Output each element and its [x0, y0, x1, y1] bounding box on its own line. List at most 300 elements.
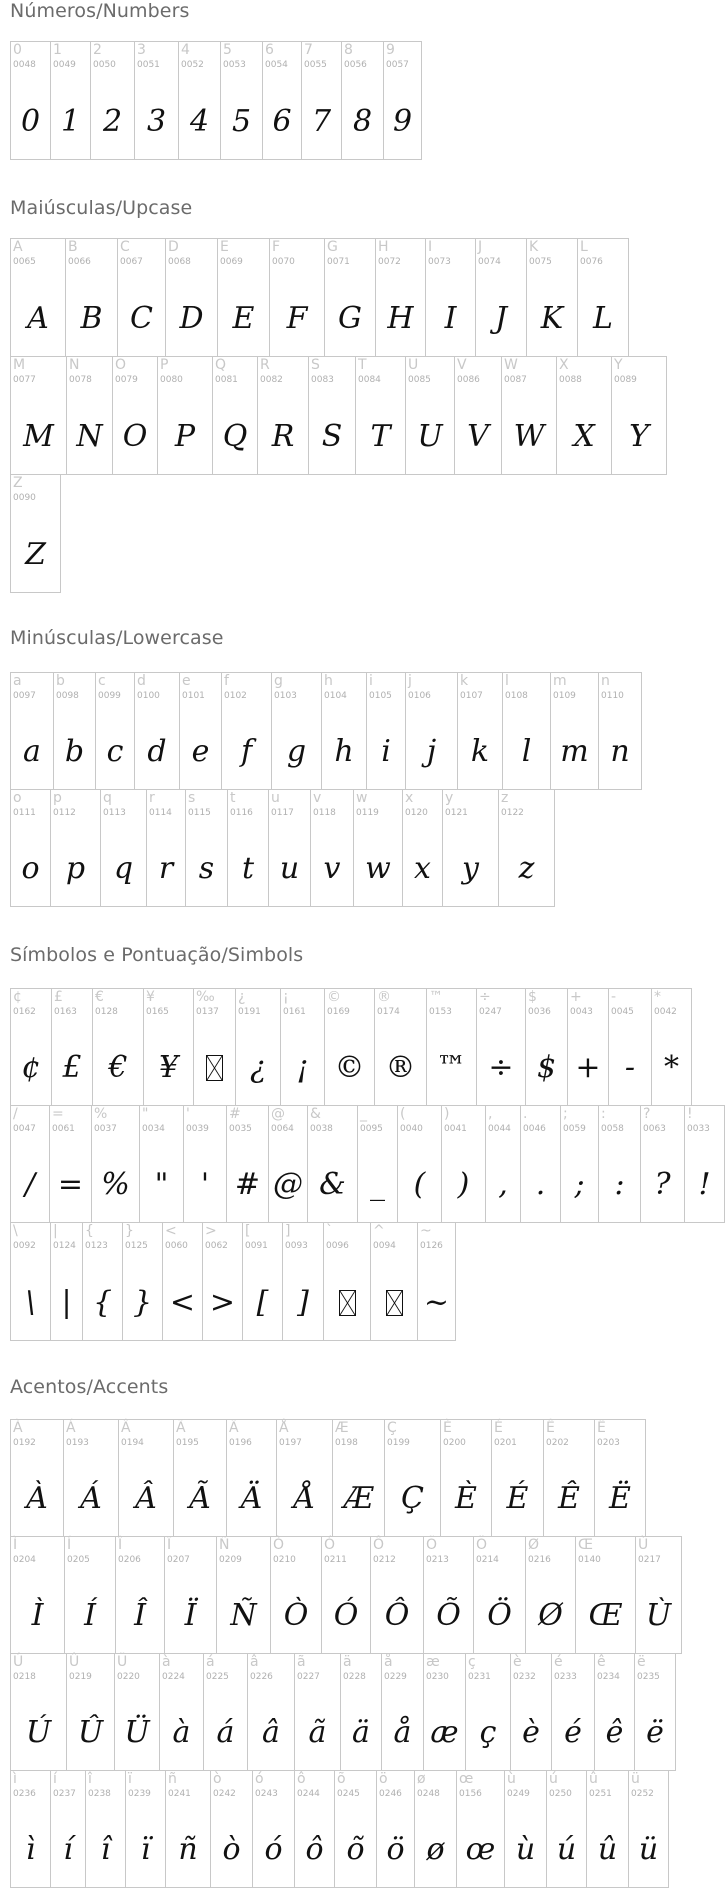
glyph-character-label: 1 — [53, 42, 62, 58]
glyph-cell-0064 — [268, 1105, 308, 1223]
glyph-character-label: Ì — [13, 1537, 18, 1553]
glyph-character-label: I — [428, 239, 433, 255]
glyph-character-label: Õ — [426, 1537, 438, 1553]
glyph-cell-0125 — [122, 1222, 163, 1341]
glyph-cell-0193 — [63, 1419, 119, 1537]
glyph-code-label: 0042 — [654, 1007, 677, 1017]
glyph-sample: ì — [25, 1832, 36, 1867]
glyph-code-label: 0112 — [53, 808, 76, 818]
glyph-character-label: h — [324, 673, 333, 689]
glyph-sample: Ö — [487, 1598, 512, 1633]
glyph-cell-0111 — [10, 789, 51, 907]
glyph-sample: ) — [457, 1167, 470, 1202]
glyph-cell-0055 — [301, 41, 342, 160]
glyph-sample: â — [262, 1715, 280, 1750]
glyph-character-label: L — [580, 239, 588, 255]
glyph-character-label: W — [504, 357, 518, 373]
glyph-cell-0194 — [118, 1419, 174, 1537]
glyph-character-label: X — [559, 357, 569, 373]
glyph-sample: G — [338, 300, 362, 336]
glyph-code-label: 0137 — [196, 1007, 219, 1017]
glyph-character-label: ; — [563, 1106, 568, 1122]
glyph-character-label: Ö — [476, 1537, 488, 1553]
glyph-character-label: 5 — [223, 42, 232, 58]
glyph-character-label: = — [52, 1106, 64, 1122]
glyph-code-label: 0049 — [53, 60, 76, 70]
glyph-sample: Y — [629, 418, 649, 454]
glyph-code-label: 0088 — [559, 375, 582, 385]
glyph-character-label: E — [220, 239, 229, 255]
glyph-character-label: { — [85, 1223, 94, 1239]
glyph-code-label: 0086 — [457, 375, 480, 385]
glyph-character-label: / — [13, 1106, 18, 1122]
glyph-character-label: 6 — [265, 42, 274, 58]
glyph-sample: w — [365, 851, 391, 886]
glyph-character-label: % — [94, 1106, 108, 1122]
glyph-sample: c — [106, 734, 124, 769]
glyph-cell-0044 — [485, 1105, 521, 1223]
glyph-sample: Æ — [343, 1481, 374, 1516]
glyph-code-label: 0249 — [507, 1789, 530, 1799]
glyph-sample: ü — [638, 1832, 659, 1867]
glyph-code-label: 0251 — [589, 1789, 612, 1799]
glyph-code-label: 0079 — [115, 375, 138, 385]
glyph-code-label: 0246 — [379, 1789, 402, 1799]
glyph-character-label: å — [384, 1654, 393, 1670]
glyph-sample: 2 — [102, 103, 123, 139]
glyph-code-label: 0083 — [311, 375, 334, 385]
glyph-cell-0075 — [526, 238, 578, 357]
glyph-character-label: q — [103, 790, 112, 806]
glyph-sample: p — [65, 851, 86, 886]
glyph-cell-0089 — [611, 356, 667, 475]
glyph-sample: Ó — [333, 1598, 359, 1633]
glyph-cell-0112 — [50, 789, 101, 907]
glyph-character-label: ò — [213, 1771, 222, 1787]
glyph-cell-0096 — [323, 1222, 371, 1341]
glyph-character-label: _ — [360, 1106, 367, 1122]
glyph-character-label: Ó — [324, 1537, 336, 1553]
glyph-sample: Z — [25, 536, 46, 572]
glyph-sample: © — [334, 1050, 365, 1085]
glyph-sample: £ — [62, 1050, 82, 1085]
glyph-character-label: Í — [67, 1537, 72, 1553]
glyph-cell-0035 — [226, 1105, 269, 1223]
glyph-character-label: | — [53, 1223, 58, 1239]
glyph-character-label: C — [120, 239, 130, 255]
glyph-character-label: à — [162, 1654, 171, 1670]
glyph-sample: [ — [256, 1284, 269, 1320]
glyph-character-label: © — [327, 989, 341, 1005]
glyph-sample: û — [597, 1832, 618, 1867]
glyph-cell-0097 — [10, 672, 54, 790]
glyph-character-label: õ — [337, 1771, 346, 1787]
glyph-code-label: 0106 — [408, 691, 431, 701]
glyph-code-label: 0068 — [168, 257, 191, 267]
glyph-sample: É — [506, 1481, 529, 1516]
glyph-cell-0227 — [294, 1653, 341, 1771]
glyph-character-label: j — [408, 673, 412, 689]
glyph-cell-0174 — [374, 988, 427, 1106]
glyph-code-label: 0093 — [285, 1241, 308, 1251]
glyph-cell-0241 — [165, 1770, 211, 1888]
glyph-sample: b — [64, 734, 85, 769]
glyph-cell-0246 — [376, 1770, 415, 1888]
missing-glyph-box-icon — [194, 1033, 235, 1103]
glyph-sample: v — [323, 851, 341, 886]
glyph-sample: q — [113, 851, 134, 886]
glyph-sample: Ç — [401, 1481, 424, 1516]
glyph-code-label: 0078 — [69, 375, 92, 385]
glyph-character-label: î — [88, 1771, 92, 1787]
glyph-character-label: ! — [687, 1106, 693, 1122]
glyph-cell-0072 — [375, 238, 426, 357]
glyph-code-label: 0123 — [85, 1241, 108, 1251]
glyph-sample: 7 — [311, 103, 332, 139]
glyph-cell-0078 — [66, 356, 113, 475]
glyph-sample: \ — [25, 1284, 36, 1320]
glyph-code-label: 0195 — [176, 1438, 199, 1448]
glyph-code-label: 0039 — [186, 1124, 209, 1134]
section-title-accents: Acentos/Accents — [10, 1376, 169, 1398]
glyph-code-label: 0162 — [13, 1007, 36, 1017]
glyph-character-label: Ò — [273, 1537, 285, 1553]
glyph-character-label: â — [250, 1654, 259, 1670]
glyph-sample: < — [169, 1284, 196, 1320]
glyph-sample: à — [172, 1715, 191, 1750]
glyph-cell-0210 — [270, 1536, 322, 1654]
glyph-cell-0061 — [49, 1105, 92, 1223]
glyph-code-label: 0247 — [479, 1007, 502, 1017]
glyph-sample: . — [535, 1167, 546, 1202]
glyph-character-label: z — [501, 790, 509, 806]
glyph-code-label: 0193 — [66, 1438, 89, 1448]
glyph-code-label: 0211 — [324, 1555, 347, 1565]
glyph-character-label: 9 — [386, 42, 395, 58]
glyph-character-label: ë — [637, 1654, 646, 1670]
glyph-character-label: J — [478, 239, 483, 255]
glyph-cell-0106 — [405, 672, 458, 790]
glyph-cell-0067 — [117, 238, 166, 357]
glyph-sample: Ø — [538, 1598, 563, 1633]
glyph-cell-0081 — [212, 356, 258, 475]
glyph-cell-0074 — [475, 238, 527, 357]
glyph-sample: $ — [536, 1050, 557, 1085]
glyph-cell-0108 — [502, 672, 551, 790]
section-title-upcase: Maiúsculas/Upcase — [10, 197, 193, 219]
glyph-code-label: 0125 — [125, 1241, 148, 1251]
glyph-character-label: A — [13, 239, 23, 255]
glyph-character-label: S — [311, 357, 320, 373]
glyph-code-label: 0107 — [460, 691, 483, 701]
glyph-code-label: 0242 — [213, 1789, 236, 1799]
missing-glyph-box-icon — [324, 1267, 370, 1338]
glyph-cell-0087 — [501, 356, 557, 475]
glyph-cell-0048 — [10, 41, 51, 160]
glyph-cell-0084 — [355, 356, 406, 475]
glyph-character-label: r — [149, 790, 155, 806]
glyph-sample: g — [286, 734, 307, 769]
glyph-cell-0076 — [577, 238, 629, 357]
glyph-character-label: ô — [297, 1771, 306, 1787]
glyph-sample: õ — [346, 1832, 365, 1867]
glyph-character-label: > — [205, 1223, 217, 1239]
glyph-cell-0118 — [310, 789, 354, 907]
glyph-cell-0045 — [608, 988, 652, 1106]
glyph-code-label: 0064 — [271, 1124, 294, 1134]
glyph-cell-0220 — [114, 1653, 160, 1771]
glyph-code-label: 0056 — [344, 60, 367, 70]
glyph-cell-0244 — [294, 1770, 335, 1888]
glyph-cell-0245 — [334, 1770, 377, 1888]
glyph-code-label: 0096 — [326, 1241, 349, 1251]
glyph-character-label: K — [529, 239, 539, 255]
glyph-character-label: ¥ — [146, 989, 155, 1005]
glyph-sample: i — [381, 734, 391, 769]
glyph-cell-0161 — [280, 988, 325, 1106]
glyph-cell-0060 — [162, 1222, 203, 1341]
glyph-character-label: Ô — [373, 1537, 385, 1553]
glyph-cell-0250 — [546, 1770, 587, 1888]
glyph-code-label: 0035 — [229, 1124, 252, 1134]
glyph-character-label: ‰ — [196, 989, 215, 1005]
glyph-code-label: 0041 — [444, 1124, 467, 1134]
glyph-cell-0213 — [423, 1536, 474, 1654]
glyph-code-label: 0048 — [13, 60, 36, 70]
glyph-sample: æ — [430, 1715, 459, 1750]
glyph-cell-0229 — [381, 1653, 424, 1771]
glyph-sample: , — [498, 1167, 508, 1202]
glyph-sample: 8 — [352, 103, 373, 139]
glyph-cell-0083 — [308, 356, 356, 475]
glyph-cell-0040 — [397, 1105, 442, 1223]
glyph-code-label: 0071 — [327, 257, 350, 267]
glyph-code-label: 0097 — [13, 691, 36, 701]
glyph-sample: í — [63, 1832, 73, 1867]
glyph-sample: Á — [80, 1481, 102, 1516]
glyph-sample: Ù — [645, 1598, 672, 1633]
glyph-character-label: s — [188, 790, 196, 806]
glyph-code-label: 0191 — [238, 1007, 261, 1017]
glyph-sample: h — [334, 734, 354, 769]
glyph-cell-0219 — [66, 1653, 115, 1771]
glyph-code-label: 0115 — [188, 808, 211, 818]
glyph-code-label: 0089 — [614, 375, 637, 385]
glyph-sample: V — [467, 418, 489, 454]
glyph-sample: Ñ — [230, 1598, 257, 1633]
glyph-sample: ¡ — [296, 1050, 309, 1085]
glyph-code-label: 0213 — [426, 1555, 449, 1565]
glyph-cell-0228 — [340, 1653, 382, 1771]
glyph-cell-0107 — [457, 672, 503, 790]
glyph-cell-0090 — [10, 474, 61, 593]
glyph-sample: @ — [273, 1167, 303, 1202]
glyph-cell-0042 — [651, 988, 692, 1106]
glyph-sample: { — [92, 1284, 113, 1320]
glyph-cell-0169 — [324, 988, 375, 1106]
glyph-cell-0066 — [65, 238, 118, 357]
glyph-character-label: n — [601, 673, 610, 689]
glyph-code-label: 0099 — [98, 691, 121, 701]
glyph-sample: é — [564, 1715, 582, 1750]
glyph-cell-0123 — [82, 1222, 123, 1341]
glyph-sample: ÷ — [488, 1050, 514, 1085]
glyph-sample: k — [470, 734, 490, 769]
glyph-sample: B — [80, 300, 103, 336]
glyph-code-label: 0203 — [597, 1438, 620, 1448]
glyph-sample: Û — [77, 1715, 104, 1750]
glyph-code-label: 0218 — [13, 1672, 36, 1682]
glyph-cell-0209 — [216, 1536, 271, 1654]
glyph-cell-0036 — [525, 988, 568, 1106]
glyph-cell-0070 — [269, 238, 325, 357]
glyph-character-label: x — [405, 790, 414, 806]
glyph-sample: # — [234, 1167, 261, 1202]
glyph-code-label: 0169 — [327, 1007, 350, 1017]
glyph-cell-0249 — [504, 1770, 547, 1888]
glyph-code-label: 0036 — [528, 1007, 551, 1017]
glyph-sample: D — [179, 300, 204, 336]
glyph-character-label: @ — [271, 1106, 285, 1122]
glyph-sample: Õ — [436, 1598, 461, 1633]
glyph-cell-0163 — [51, 988, 93, 1106]
glyph-code-label: 0236 — [13, 1789, 36, 1799]
glyph-character-label: B — [68, 239, 78, 255]
glyph-sample: Ú — [25, 1715, 52, 1750]
glyph-character-label: ® — [377, 989, 391, 1005]
glyph-cell-0093 — [282, 1222, 324, 1341]
glyph-cell-0205 — [64, 1536, 116, 1654]
glyph-sample: Î — [134, 1598, 146, 1633]
glyph-cell-0226 — [247, 1653, 295, 1771]
glyph-sample: m — [560, 734, 589, 769]
glyph-sample: ~ — [423, 1284, 450, 1320]
glyph-character-label: Ú — [13, 1654, 24, 1670]
glyph-code-label: 0248 — [417, 1789, 440, 1799]
glyph-code-label: 0043 — [570, 1007, 593, 1017]
glyph-code-label: 0087 — [504, 375, 527, 385]
glyph-cell-0196 — [226, 1419, 277, 1537]
glyph-character-label: È — [443, 1420, 452, 1436]
glyph-sample: r — [158, 851, 174, 886]
glyph-cell-0224 — [159, 1653, 204, 1771]
glyph-cell-0207 — [164, 1536, 217, 1654]
glyph-sample: 3 — [146, 103, 167, 139]
glyph-code-label: 0034 — [142, 1124, 165, 1134]
glyph-sample: 4 — [189, 103, 210, 139]
glyph-cell-0120 — [402, 789, 443, 907]
glyph-code-label: 0055 — [304, 60, 327, 70]
glyph-sample: ï — [140, 1832, 151, 1867]
glyph-cell-0079 — [112, 356, 158, 475]
glyph-sample: W — [513, 418, 545, 454]
glyph-character-label: k — [460, 673, 469, 689]
glyph-code-label: 0053 — [223, 60, 246, 70]
glyph-character-label: F — [272, 239, 281, 255]
glyph-character-label: Ï — [167, 1537, 172, 1553]
glyph-sample: X — [573, 418, 595, 454]
glyph-sample: À — [26, 1481, 48, 1516]
glyph-sample: ' — [200, 1167, 210, 1202]
glyph-character-label: 3 — [137, 42, 146, 58]
glyph-cell-0121 — [442, 789, 499, 907]
glyph-sample: O — [122, 418, 148, 454]
glyph-code-label: 0217 — [638, 1555, 661, 1565]
glyph-code-label: 0165 — [146, 1007, 169, 1017]
glyph-code-label: 0040 — [400, 1124, 423, 1134]
glyph-sample: Ï — [184, 1598, 197, 1633]
glyph-code-label: 0094 — [373, 1241, 396, 1251]
glyph-code-label: 0050 — [93, 60, 116, 70]
glyph-cell-0225 — [203, 1653, 248, 1771]
glyph-sample: P — [174, 418, 196, 454]
glyph-character-label: Ù — [638, 1537, 649, 1553]
glyph-code-label: 0065 — [13, 257, 36, 267]
glyph-character-label: . — [523, 1106, 528, 1122]
glyph-code-label: 0117 — [271, 808, 294, 818]
glyph-cell-0243 — [252, 1770, 295, 1888]
glyph-code-label: 0198 — [335, 1438, 358, 1448]
glyph-code-label: 0061 — [52, 1124, 75, 1134]
glyph-cell-0234 — [594, 1653, 635, 1771]
glyph-cell-0247 — [476, 988, 526, 1106]
glyph-sample: ó — [264, 1832, 283, 1867]
glyph-code-label: 0074 — [478, 257, 501, 267]
glyph-code-label: 0124 — [53, 1241, 76, 1251]
glyph-character-label: ^ — [373, 1223, 385, 1239]
glyph-code-label: 0108 — [505, 691, 528, 701]
glyph-character-label: t — [230, 790, 236, 806]
glyph-code-label: 0076 — [580, 257, 603, 267]
glyph-cell-0211 — [321, 1536, 371, 1654]
glyph-character-label: æ — [426, 1654, 440, 1670]
glyph-character-label: Á — [66, 1420, 76, 1436]
glyph-character-label: o — [13, 790, 22, 806]
glyph-sample: ë — [646, 1715, 664, 1750]
glyph-character-label: ( — [400, 1106, 406, 1122]
glyph-character-label: T — [358, 357, 367, 373]
glyph-character-label: c — [98, 673, 106, 689]
glyph-character-label: $ — [528, 989, 537, 1005]
glyph-cell-0218 — [10, 1653, 67, 1771]
glyph-sample: ] — [297, 1284, 309, 1320]
section-title-numbers: Números/Numbers — [10, 0, 190, 22]
glyph-cell-0098 — [53, 672, 96, 790]
glyph-code-label: 0102 — [224, 691, 247, 701]
glyph-character-label: [ — [245, 1223, 251, 1239]
glyph-character-label: ] — [285, 1223, 291, 1239]
glyph-code-label: 0210 — [273, 1555, 296, 1565]
glyph-code-label: 0092 — [13, 1241, 36, 1251]
glyph-code-label: 0140 — [578, 1555, 601, 1565]
glyph-sample: f — [240, 734, 253, 769]
glyph-code-label: 0081 — [215, 375, 238, 385]
glyph-cell-0202 — [543, 1419, 595, 1537]
glyph-sample: N — [76, 418, 103, 454]
glyph-code-label: 0207 — [167, 1555, 190, 1565]
glyph-character-label: ó — [255, 1771, 264, 1787]
glyph-cell-0231 — [465, 1653, 511, 1771]
glyph-character-label: 4 — [181, 42, 190, 58]
glyph-code-label: 0196 — [229, 1438, 252, 1448]
glyph-character-label: É — [494, 1420, 503, 1436]
glyph-cell-0216 — [525, 1536, 576, 1654]
glyph-character-label: H — [378, 239, 389, 255]
glyph-character-label: b — [56, 673, 65, 689]
glyph-cell-0191 — [235, 988, 281, 1106]
glyph-character-label: ' — [186, 1106, 190, 1122]
glyph-cell-0058 — [598, 1105, 641, 1223]
